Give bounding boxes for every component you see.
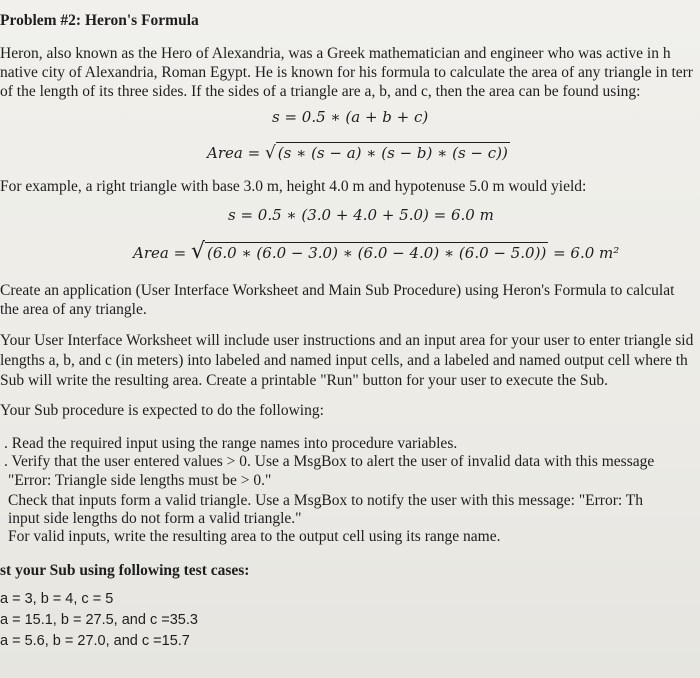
step-line: . Verify that the user entered values > 0. Use a MsgBox to alert the user of invalid data with this message xyxy=(4,453,655,470)
area-label: Area = xyxy=(133,244,187,262)
step-line: . Read the required input using the range names into procedure variables. xyxy=(4,435,458,452)
ui-line: Sub will write the resulting area. Create a printable "Run" button for your user to execute the Sub. xyxy=(0,372,608,389)
test-case: a = 15.1, b = 27.5, and c =35.3 xyxy=(0,612,198,628)
step-line: input side lengths do not form a valid triangle." xyxy=(8,510,302,527)
equation-example-area xyxy=(133,239,620,264)
sub-intro: Your Sub procedure is expected to do the following: xyxy=(0,402,324,419)
intro-line: Heron, also known as the Hero of Alexandria, was a Greek mathematician and engineer who was active in h xyxy=(0,45,671,62)
test-intro: st your Sub using following test cases: xyxy=(0,562,250,579)
equation-example-s: s = 0.5 ∗ (3.0 + 4.0 + 5.0) = 6.0 m xyxy=(228,206,494,224)
problem-title: Problem #2: Heron's Formula xyxy=(0,12,199,29)
create-line: the area of any triangle. xyxy=(0,301,147,318)
area-radicand: (s ∗ (s − a) ∗ (s − b) ∗ (s − c)) xyxy=(277,144,508,162)
area-radicand: (6.0 ∗ (6.0 − 3.0) ∗ (6.0 − 4.0) ∗ (6.0 − 5.0)) xyxy=(206,244,547,262)
test-case: a = 3, b = 4, c = 5 xyxy=(0,591,114,607)
equation-semiperimeter: s = 0.5 ∗ (a + b + c) xyxy=(272,108,429,126)
area-result: = 6.0 m² xyxy=(548,244,620,262)
example-line: For example, a right triangle with base 3.0 m, height 4.0 m and hypotenuse 5.0 m would yield: xyxy=(0,178,587,195)
equation-area xyxy=(207,142,510,163)
test-case: a = 5.6, b = 27.0, and c =15.7 xyxy=(0,633,190,649)
sqrt-icon: √ xyxy=(264,143,276,163)
intro-line: native city of Alexandria, Roman Egypt. He is known for his formula to calculate the area of any triangle in terr xyxy=(0,64,693,81)
step-line: Check that inputs form a valid triangle. Use a MsgBox to notify the user with this message: "Error: Th xyxy=(8,492,643,509)
create-line: Create an application (User Interface Worksheet and Main Sub Procedure) using Heron's Formula to calculat xyxy=(0,282,675,299)
ui-line: lengths a, b, and c (in meters) into labeled and named input cells, and a labeled and named output cell where th xyxy=(0,352,688,369)
area-label: Area = xyxy=(207,144,261,162)
step-line: "Error: Triangle side lengths must be > 0." xyxy=(8,472,272,489)
intro-line: of the length of its three sides. If the sides of a triangle are a, b, and c, then the area can be found using: xyxy=(0,83,641,100)
step-line: For valid inputs, write the resulting area to the output cell using its range name. xyxy=(8,528,501,545)
ui-line: Your User Interface Worksheet will include user instructions and an input area for your user to enter triangle sid xyxy=(0,332,694,349)
sqrt-icon: √ xyxy=(190,239,205,264)
